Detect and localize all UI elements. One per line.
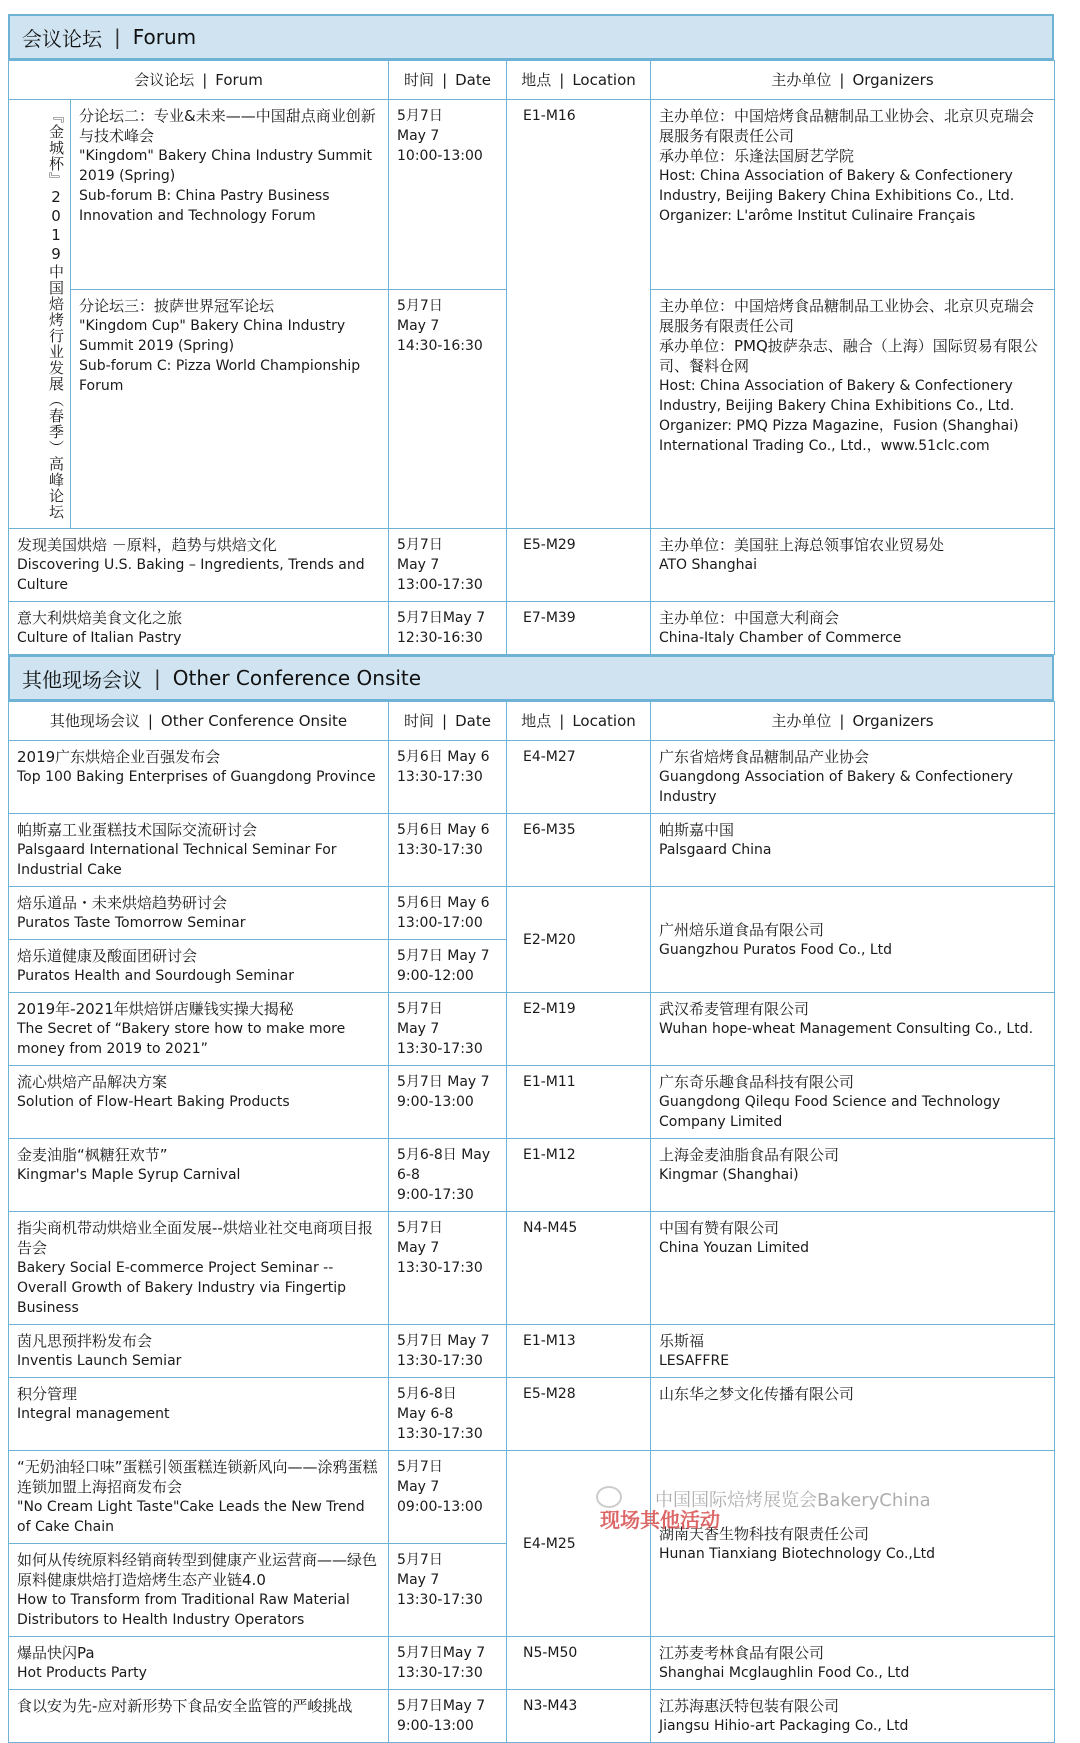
- time-line: 09:00-13:00: [397, 1499, 483, 1515]
- table-row: [9, 1378, 1055, 1451]
- table-row: [9, 1325, 1055, 1378]
- topic-cell: [9, 1325, 389, 1378]
- organizer-cell: [651, 1212, 1055, 1325]
- watermark-source: 中国国际焙烤展览会BakeryChina: [655, 1490, 931, 1511]
- time-line: 5月7日 May 7: [397, 1333, 490, 1349]
- topic-cell: [9, 814, 389, 887]
- location-cell: E5-M29: [507, 529, 651, 602]
- organizer-line: 帕斯嘉中国: [659, 821, 735, 839]
- time-line: 5月7日May 7: [397, 1645, 486, 1661]
- time-line: 5月6日 May 6: [397, 895, 490, 911]
- time-cell: 5月7日 May 7 13:00-17:30: [389, 529, 507, 602]
- topic-en: How to Transform from Traditional Raw Material Distributors to Health Industry Operators: [17, 1592, 350, 1628]
- organizer-cell: [651, 741, 1055, 814]
- time-cell: [389, 993, 507, 1066]
- time-line: 5月7日: [397, 1459, 443, 1475]
- time-line: May 6-8: [397, 1406, 454, 1422]
- time-line: 13:30-17:30: [397, 769, 483, 785]
- organizer-cell: 主办单位：中国焙烤食品糖制品工业协会、北京贝克瑞会展服务有限责任公司 承办单位：乐逢法国厨艺学院 Host: China Association of Bakery & Confectionery Industry, Beijing Bakery China Exhibitions Co., Ltd. Organizer: L'arôme Institut Culinaire Français: [651, 100, 1055, 290]
- forum-table: [8, 60, 1055, 655]
- time-line: 13:30-17:30: [397, 1592, 483, 1608]
- time-line: May 7: [397, 1021, 440, 1037]
- topic-en: Kingmar's Maple Syrup Carnival: [17, 1167, 241, 1183]
- section-title-zh: 其他现场会议: [22, 667, 142, 692]
- table-row: [9, 529, 1055, 602]
- time-line: May 7: [397, 1479, 440, 1495]
- location-cell: N5-M50: [507, 1637, 651, 1690]
- topic-zh: 分论坛二：专业&未来——中国甜点商业创新与技术峰会: [79, 107, 376, 145]
- organizer-cell: [651, 1378, 1055, 1451]
- time-line: May 7: [397, 1240, 440, 1256]
- table-row: [9, 993, 1055, 1066]
- topic-en: "No Cream Light Taste"Cake Leads the New Trend of Cake Chain: [17, 1499, 365, 1535]
- organizer-cell: [651, 814, 1055, 887]
- time-line: 5月7日: [397, 1552, 443, 1568]
- location-cell: N3-M43: [507, 1690, 651, 1743]
- topic-en: Sub-forum B: China Pastry Business Innovation and Technology Forum: [79, 188, 330, 224]
- topic-zh: 帕斯嘉工业蛋糕技术国际交流研讨会: [17, 821, 258, 839]
- table-row: [9, 814, 1055, 887]
- organizer-cell: [651, 1066, 1055, 1139]
- organizer-line: Wuhan hope-wheat Management Consulting Co., Ltd.: [659, 1021, 1034, 1037]
- time-line: 5月6-8日 May 6-8: [397, 1147, 491, 1183]
- time-cell: [389, 1066, 507, 1139]
- table-row: [9, 1637, 1055, 1690]
- organizer-line: 广州焙乐道食品有限公司: [659, 920, 825, 939]
- topic-zh: 积分管理: [17, 1385, 78, 1403]
- time-line: 13:30-17:30: [397, 842, 483, 858]
- topic-cell: [9, 1212, 389, 1325]
- organizer-cell: [651, 993, 1055, 1066]
- watermark-tag: 现场其他活动: [600, 1508, 720, 1532]
- topic-cell: [9, 1066, 389, 1139]
- time-line: 5月6日 May 6: [397, 822, 490, 838]
- time-cell: [389, 1139, 507, 1212]
- topic-zh: 食以安为先-应对新形势下食品安全监管的严峻挑战: [17, 1697, 353, 1715]
- organizer-cell: [651, 1325, 1055, 1378]
- time-line: 9:00-12:00: [397, 968, 474, 984]
- topic-cell: [9, 741, 389, 814]
- table-row: [9, 1212, 1055, 1325]
- topic-cell: [9, 993, 389, 1066]
- topic-cell: [9, 1690, 389, 1743]
- topic-header: 其他现场会议 | Other Conference Onsite: [9, 702, 389, 741]
- topic-cell: [9, 1544, 389, 1637]
- topic-cell: [9, 1451, 389, 1544]
- section-title-en: Forum: [132, 25, 197, 49]
- organizer-line: 湖南天香生物科技有限责任公司: [659, 1524, 870, 1543]
- table-row: [9, 1066, 1055, 1139]
- location-cell: E2-M20: [507, 887, 651, 993]
- location-cell: E5-M28: [507, 1378, 651, 1451]
- location-header: 地点 | Location: [507, 702, 651, 741]
- organizer-header: 主办单位 | Organizers: [651, 702, 1055, 741]
- time-cell: [389, 814, 507, 887]
- organizer-line: 江苏海惠沃特包装有限公司: [659, 1697, 840, 1715]
- time-line: 9:00-17:30: [397, 1187, 474, 1203]
- organizer-line: Kingmar (Shanghai): [659, 1167, 799, 1183]
- table-row: [9, 887, 1055, 940]
- topic-cell: [9, 940, 389, 993]
- topic-zh: 指尖商机带动烘焙业全面发展--烘焙业社交电商项目报告会: [17, 1219, 373, 1257]
- time-cell: [389, 1378, 507, 1451]
- topic-en: Integral management: [17, 1406, 170, 1422]
- organizer-cell: 主办单位：美国驻上海总领事馆农业贸易处 ATO Shanghai: [651, 529, 1055, 602]
- organizer-line: 江苏麦考林食品有限公司: [659, 1644, 825, 1662]
- time-cell: 5月7日May 7 12:30-16:30: [389, 602, 507, 655]
- topic-en: Hot Products Party: [17, 1665, 147, 1681]
- summit-label: 『金城杯』2019中国焙烤行业发展（春季）高峰论坛: [9, 100, 71, 529]
- time-line: 5月6-8日: [397, 1386, 457, 1402]
- organizer-line: 广东省焙烤食品糖制品产业协会: [659, 748, 870, 766]
- organizer-line: Guangdong Qilequ Food Science and Technology Company Limited: [659, 1094, 1001, 1130]
- time-cell: [389, 1451, 507, 1544]
- location-cell: E7-M39: [507, 602, 651, 655]
- section-title-zh: 会议论坛: [22, 26, 102, 51]
- topic-zh: 2019广东烘焙企业百强发布会: [17, 748, 221, 766]
- organizer-line: Hunan Tianxiang Biotechnology Co.,Ltd: [659, 1545, 936, 1562]
- organizer-line: Guangzhou Puratos Food Co., Ltd: [659, 941, 893, 958]
- time-line: 13:30-17:30: [397, 1426, 483, 1442]
- topic-en: Top 100 Baking Enterprises of Guangdong Province: [17, 769, 376, 785]
- topic-cell: 发现美国烘焙 －原料，趋势与烘焙文化 Discovering U.S. Baking – Ingredients, Trends and Culture: [9, 529, 389, 602]
- time-line: 5月7日May 7: [397, 1698, 486, 1714]
- time-line: 13:00-17:00: [397, 915, 483, 931]
- topic-en: Solution of Flow-Heart Baking Products: [17, 1094, 290, 1110]
- other-section-title: [8, 655, 1054, 701]
- organizer-cell: [651, 1690, 1055, 1743]
- other-table-body: [9, 741, 1055, 1743]
- time-line: 5月6日 May 6: [397, 749, 490, 765]
- time-cell: [389, 741, 507, 814]
- time-line: 13:30-17:30: [397, 1260, 483, 1276]
- organizer-line: 广东奇乐趣食品科技有限公司: [659, 1073, 855, 1091]
- topic-cell: 意大利烘焙美食文化之旅 Culture of Italian Pastry: [9, 602, 389, 655]
- topic-cell: 分论坛三：披萨世界冠军论坛 "Kingdom Cup" Bakery China Industry Summit 2019 (Spring) Sub-forum C: Pizza World Championship Forum: [71, 289, 389, 528]
- time-line: 13:30-17:30: [397, 1041, 483, 1057]
- organizer-line: LESAFFRE: [659, 1353, 730, 1369]
- topic-zh: 焙乐道品・未来烘焙趋势研讨会: [17, 894, 228, 912]
- schedule-page: [8, 14, 1054, 1743]
- location-cell: E2-M19: [507, 993, 651, 1066]
- separator: |: [114, 25, 121, 49]
- time-line: 13:30-17:30: [397, 1353, 483, 1369]
- time-line: May 7: [397, 1572, 440, 1588]
- topic-en: "Kingdom" Bakery China Industry Summit 2019 (Spring): [79, 148, 373, 184]
- topic-en: Bakery Social E-commerce Project Seminar -- Overall Growth of Bakery Industry via Fingertip Business: [17, 1260, 347, 1316]
- organizer-cell: [651, 1451, 1055, 1637]
- other-table: [8, 701, 1055, 1743]
- organizer-line: 武汉希麦管理有限公司: [659, 1000, 810, 1018]
- location-header: 地点 | Location: [507, 61, 651, 100]
- time-header: 时间 | Date: [389, 61, 507, 100]
- topic-cell: [71, 100, 389, 290]
- organizer-line: 乐斯福: [659, 1332, 705, 1350]
- topic-zh: 爆品快闪Pa: [17, 1644, 95, 1662]
- organizer-line: 中国有赞有限公司: [659, 1219, 780, 1237]
- topic-zh: 金麦油脂“枫糖狂欢节”: [17, 1146, 168, 1164]
- time-line: 5月7日 May 7: [397, 1074, 490, 1090]
- topic-zh: “无奶油轻口味”蛋糕引领蛋糕连锁新风向——涂鸦蛋糕连锁加盟上海招商发布会: [17, 1458, 378, 1496]
- topic-zh: 2019年-2021年烘焙饼店赚钱实操大揭秘: [17, 1000, 294, 1018]
- forum-section-title: [8, 14, 1054, 60]
- topic-cell: [9, 1378, 389, 1451]
- topic-en: Inventis Launch Semiar: [17, 1353, 182, 1369]
- table-row: [9, 1690, 1055, 1743]
- time-cell: 5月7日 May 7 10:00-13:00: [389, 100, 507, 290]
- time-cell: 5月7日 May 7 14:30-16:30: [389, 289, 507, 528]
- organizer-cell: 主办单位：中国焙烤食品糖制品工业协会、北京贝克瑞会展服务有限责任公司 承办单位：PMQ披萨杂志、融合（上海）国际贸易有限公司、餐料仓网 Host: China Association of Bakery & Confectionery Industry, Beijing Bakery China Exhibitions Co., Ltd. Organizer: PMQ Pizza Magazine，Fusion (Shanghai) International Trading Co., Ltd.，www.51clc.com: [651, 289, 1055, 528]
- separator: |: [154, 666, 161, 690]
- location-cell: E1-M16: [507, 100, 651, 529]
- organizer-cell: [651, 1139, 1055, 1212]
- time-line: 9:00-13:00: [397, 1718, 474, 1734]
- time-cell: [389, 887, 507, 940]
- organizer-line: Jiangsu Hihio-art Packaging Co., Ltd: [659, 1718, 909, 1734]
- location-cell: E4-M25: [507, 1451, 651, 1637]
- time-cell: [389, 940, 507, 993]
- topic-zh: 茵凡思预拌粉发布会: [17, 1332, 153, 1350]
- time-line: 5月7日 May 7: [397, 948, 490, 964]
- table-row: [9, 602, 1055, 655]
- time-cell: [389, 1690, 507, 1743]
- location-cell: N4-M45: [507, 1212, 651, 1325]
- time-line: 9:00-13:00: [397, 1094, 474, 1110]
- topic-header: 会议论坛 | Forum: [9, 61, 389, 100]
- organizer-line: 山东华之梦文化传播有限公司: [659, 1385, 855, 1403]
- organizer-line: Guangdong Association of Bakery & Confectionery Industry: [659, 769, 1014, 805]
- topic-zh: 焙乐道健康及酸面团研讨会: [17, 947, 198, 965]
- topic-en: The Secret of “Bakery store how to make more money from 2019 to 2021”: [17, 1021, 346, 1057]
- organizer-cell: 主办单位：中国意大利商会 China-Italy Chamber of Commerce: [651, 602, 1055, 655]
- location-cell: E4-M27: [507, 741, 651, 814]
- time-line: 13:30-17:30: [397, 1665, 483, 1681]
- organizer-cell: [651, 1637, 1055, 1690]
- time-cell: [389, 1325, 507, 1378]
- table-row: [9, 1139, 1055, 1212]
- time-cell: [389, 1544, 507, 1637]
- topic-en: Puratos Health and Sourdough Seminar: [17, 968, 295, 984]
- organizer-line: Palsgaard China: [659, 842, 772, 858]
- table-row: [9, 741, 1055, 814]
- forum-header-row: [9, 61, 1055, 100]
- topic-cell: [9, 1139, 389, 1212]
- location-cell: E6-M35: [507, 814, 651, 887]
- topic-zh: 如何从传统原料经销商转型到健康产业运营商——绿色原料健康烘焙打造焙烤生态产业链4.0: [17, 1551, 378, 1589]
- table-row: [9, 100, 1055, 290]
- topic-cell: [9, 1637, 389, 1690]
- time-line: 5月7日: [397, 1220, 443, 1236]
- topic-cell: [9, 887, 389, 940]
- organizer-line: Shanghai Mcglaughlin Food Co., Ltd: [659, 1665, 910, 1681]
- other-header-row: [9, 702, 1055, 741]
- organizer-line: China Youzan Limited: [659, 1240, 810, 1256]
- organizer-header: 主办单位 | Organizers: [651, 61, 1055, 100]
- topic-zh: 流心烘焙产品解决方案: [17, 1073, 168, 1091]
- organizer-line: 上海金麦油脂食品有限公司: [659, 1146, 840, 1164]
- time-cell: [389, 1637, 507, 1690]
- time-cell: [389, 1212, 507, 1325]
- topic-en: Palsgaard International Technical Seminar For Industrial Cake: [17, 842, 337, 878]
- section-title-en: Other Conference Onsite: [172, 666, 422, 690]
- location-cell: E1-M12: [507, 1139, 651, 1212]
- time-header: 时间 | Date: [389, 702, 507, 741]
- topic-en: Puratos Taste Tomorrow Seminar: [17, 915, 246, 931]
- organizer-cell: [651, 887, 1055, 993]
- location-cell: E1-M11: [507, 1066, 651, 1139]
- location-cell: E1-M13: [507, 1325, 651, 1378]
- time-line: 5月7日: [397, 1001, 443, 1017]
